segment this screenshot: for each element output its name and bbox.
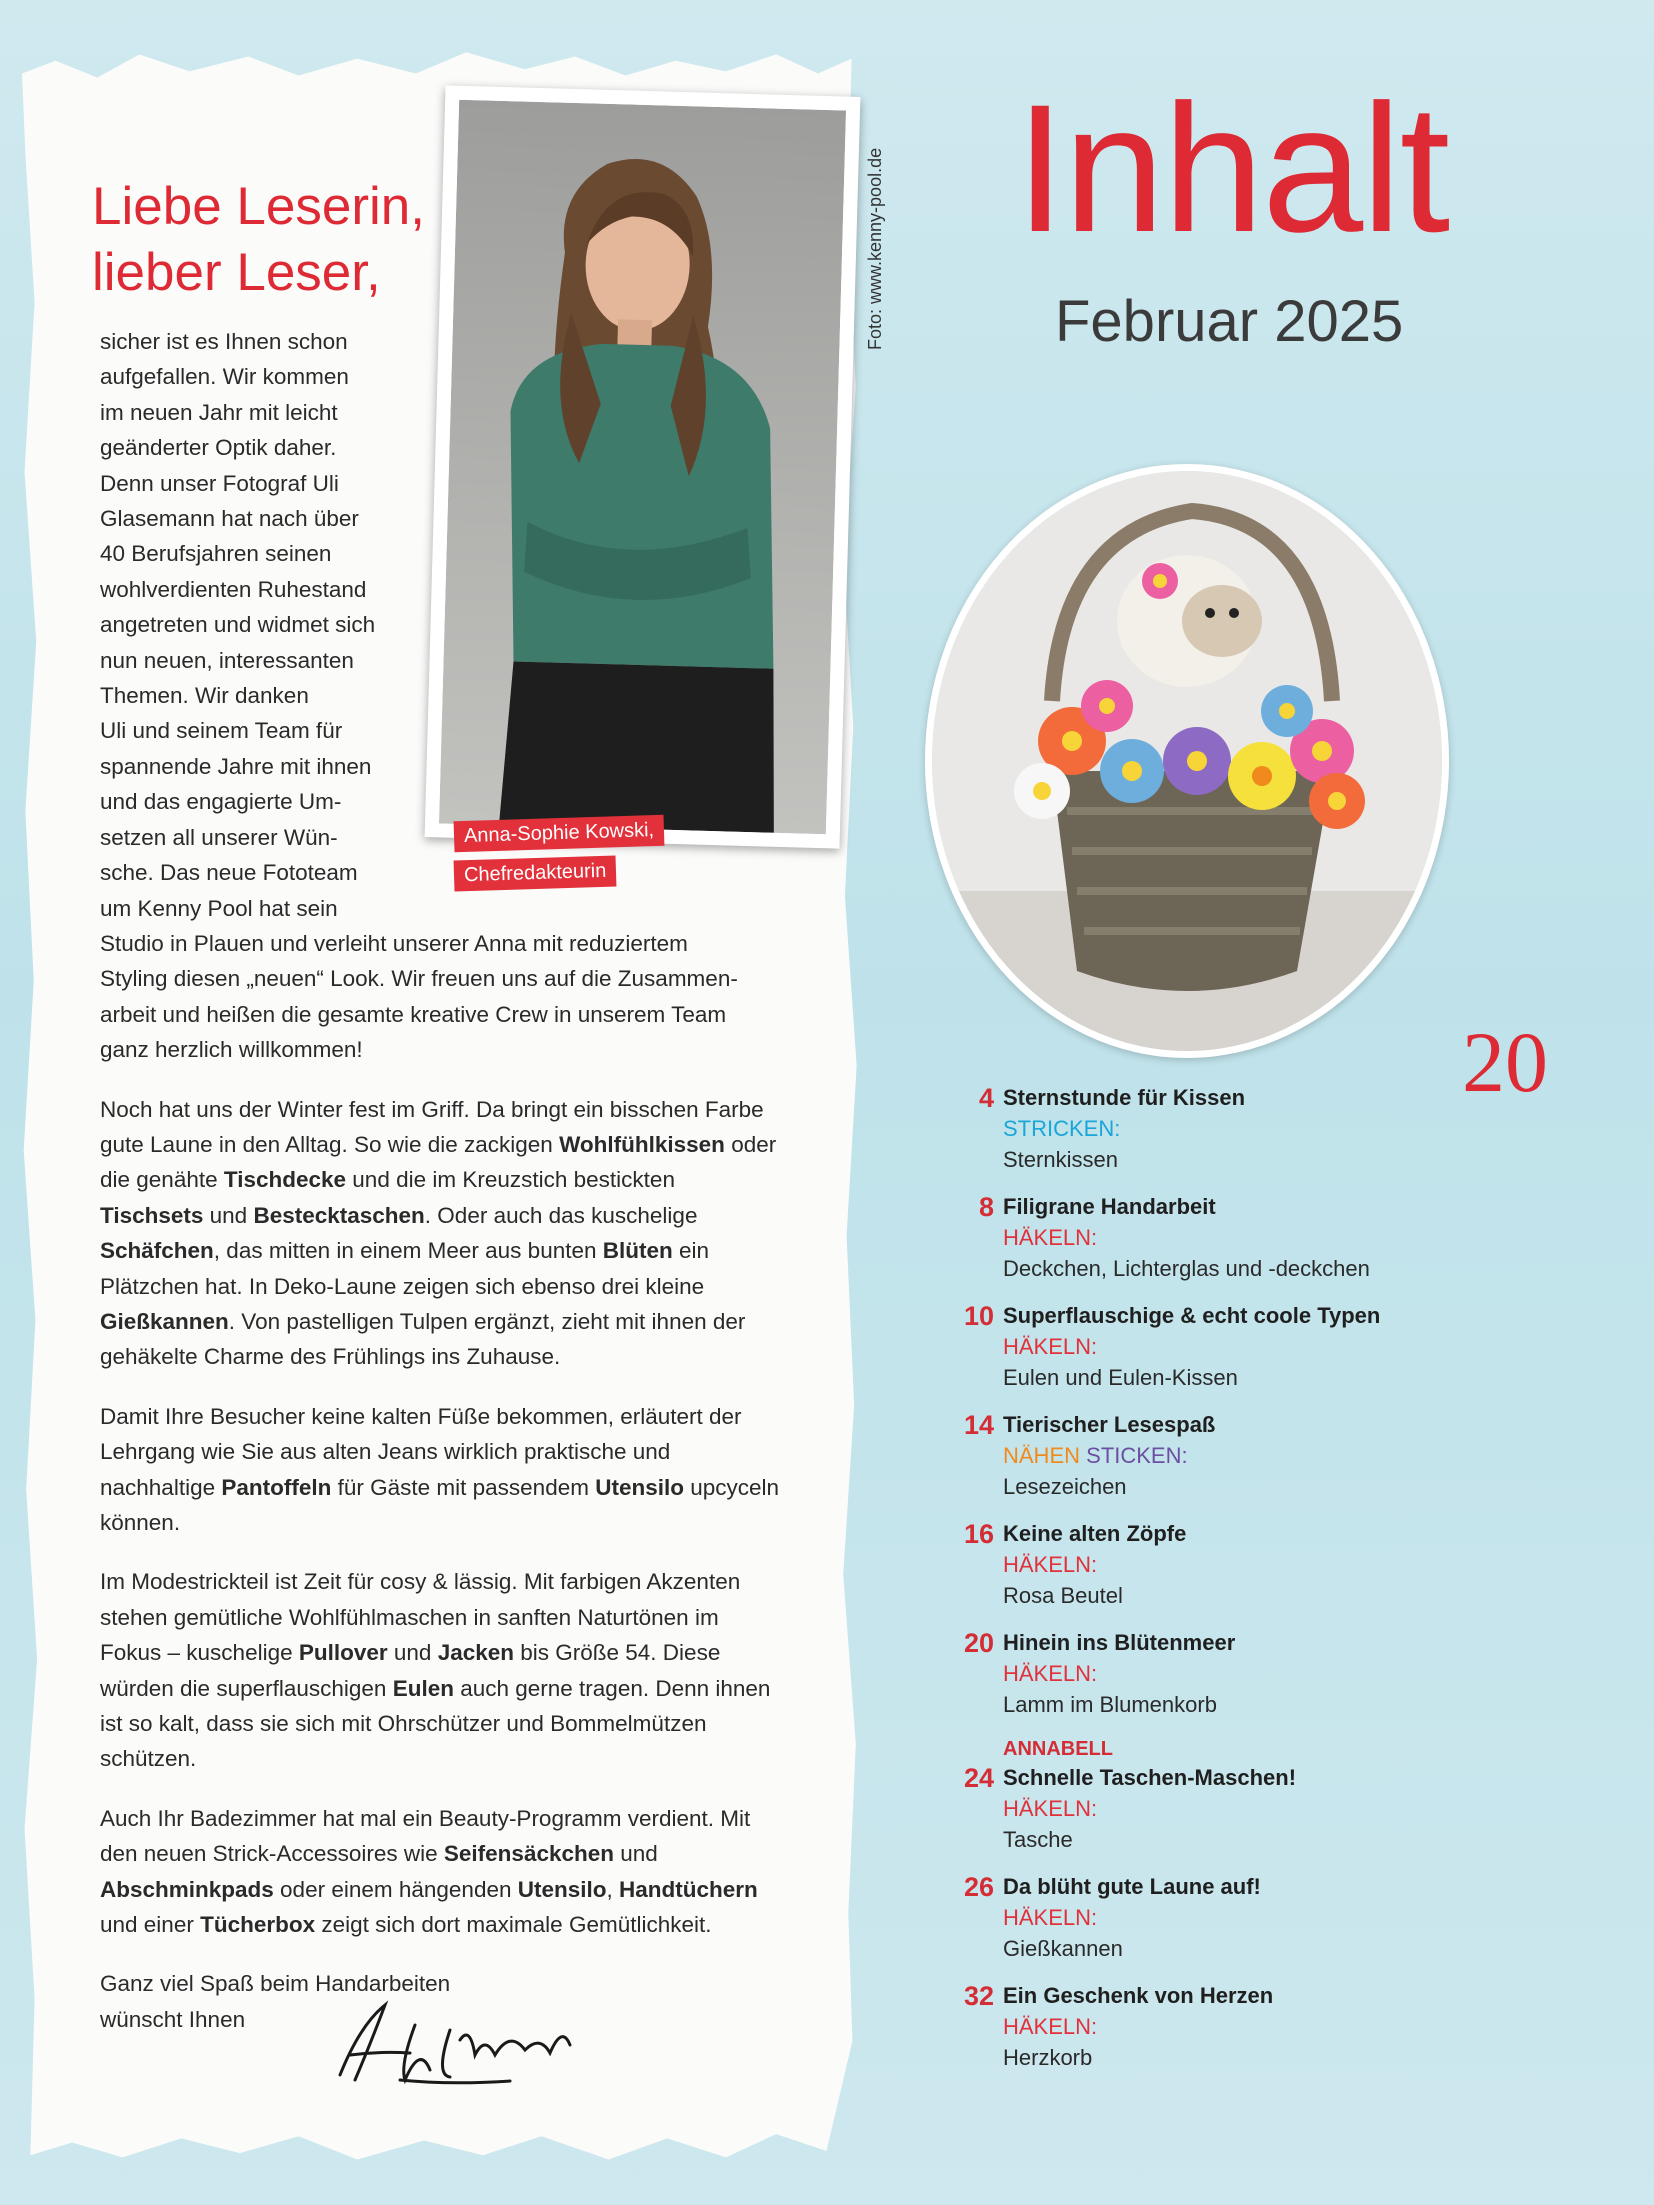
letter-line: im neuen Jahr mit leicht [100, 399, 338, 425]
letter-line: um Kenny Pool hat sein [100, 895, 338, 921]
toc-title: Da blüht gute Laune auf! [1003, 1874, 1261, 1899]
toc-description: Tasche [1003, 1827, 1073, 1852]
toc-title: Filigrane Handarbeit [1003, 1194, 1216, 1219]
letter-line: angetreten und widmet sich [100, 612, 376, 638]
letter-line: und das engagierte Um- [100, 789, 342, 815]
toc-title: Schnelle Taschen-Maschen! [1003, 1765, 1297, 1790]
letter-line: ganz herzlich willkommen! [100, 1037, 363, 1063]
toc-title: Ein Geschenk von Herzen [1003, 1983, 1274, 2008]
toc-page-number: 32 [963, 1981, 994, 2011]
photo-caption-role: Chefredakteurin [454, 855, 617, 891]
toc-category: HÄKELN: [1003, 1796, 1098, 1821]
toc-description: Rosa Beutel [1003, 1583, 1123, 1608]
greeting-line: lieber Leser, [92, 243, 381, 302]
letter-line: aufgefallen. Wir kommen [100, 364, 349, 390]
toc-page-number: 14 [963, 1410, 994, 1440]
toc-category: NÄHEN [1003, 1443, 1081, 1468]
toc-title: Hinein ins Blütenmeer [1003, 1630, 1236, 1655]
toc-title: Sternstunde für Kissen [1003, 1085, 1246, 1110]
letter-line: geänderter Optik daher. [100, 435, 337, 461]
letter-paragraph-intro [100, 324, 780, 1068]
toc-category: STRICKEN: [1003, 1116, 1121, 1141]
toc-category: HÄKELN: [1003, 1552, 1098, 1577]
editor-signature [300, 1985, 620, 2095]
toc-page-number: 8 [978, 1192, 994, 1222]
toc-brand-label: ANNABELL [1003, 1738, 1113, 1760]
toc-description: Herzkorb [1003, 2045, 1093, 2070]
toc-page-number: 20 [963, 1628, 994, 1658]
letter-line: Themen. Wir danken [100, 683, 309, 709]
letter-paragraph-fashion: Im Modestrickteil ist Zeit für cosy & lässig. Mit farbigen Akzenten stehen gemütliche Wohlfühlmaschen in sanften Naturtönen im Fokus – kuschelige Pullover und Jacken bis Größe 54. Diese würden die superflauschigen Eulen auch gerne tragen. Denn ihnen ist so kalt, dass sie sich mit Ohrschützer und Bommelmützen schützen. [100, 1569, 771, 1772]
letter-line: Styling diesen „neuen“ Look. Wir freuen uns auf die Zusammen- [100, 966, 738, 992]
letter-paragraph-slippers: Damit Ihre Besucher keine kalten Füße bekommen, erläutert der Lehrgang wie Sie aus alten Jeans wirklich praktische und nachhaltige Pantoffeln für Gäste mit passendem Utensilo upcyceln können. [100, 1403, 780, 1535]
letter-line: Studio in Plauen und verleiht unserer Anna mit reduziertem [100, 930, 688, 956]
toc-entry[interactable] [950, 1300, 1510, 1393]
issue-date: Februar 2025 [1055, 289, 1404, 354]
toc-category: STICKEN: [1086, 1443, 1188, 1468]
toc-description: Lesezeichen [1003, 1474, 1127, 1499]
editorial-letter [100, 324, 780, 2061]
page-title: Inhalt [1015, 66, 1449, 270]
toc-category: HÄKELN: [1003, 1905, 1098, 1930]
toc-entry[interactable] [950, 1518, 1510, 1611]
letter-line: 40 Berufsjahren seinen [100, 541, 332, 567]
toc-title: Superflauschige & echt coole Typen [1003, 1303, 1381, 1328]
toc-description: Gießkannen [1003, 1936, 1123, 1961]
photo-credit: Foto: www.kenny-pool.de [865, 147, 885, 350]
toc-entry[interactable] [950, 1871, 1510, 1964]
toc-category-line [1003, 1441, 1510, 1471]
toc-category: HÄKELN: [1003, 1225, 1098, 1250]
letter-line: spannende Jahre mit ihnen [100, 753, 372, 779]
toc-page-number: 16 [963, 1519, 994, 1549]
letter-line: arbeit und heißen die gesamte kreative Crew in unserem Team [100, 1001, 727, 1027]
toc-entry[interactable] [950, 1082, 1510, 1175]
toc-page-number: 24 [963, 1763, 994, 1793]
letter-line: nun neuen, interessanten [100, 647, 354, 673]
toc-page-number: 4 [978, 1083, 994, 1113]
greeting-heading [92, 174, 425, 306]
feature-image-lamb-basket [925, 464, 1449, 1058]
table-of-contents [950, 1082, 1510, 2089]
toc-category: HÄKELN: [1003, 1334, 1098, 1359]
letter-line: sicher ist es Ihnen schon [100, 329, 348, 354]
letter-line: setzen all unserer Wün- [100, 824, 338, 850]
letter-paragraph-winter: Noch hat uns der Winter fest im Griff. Da bringt ein bisschen Farbe gute Laune in den Alltag. So wie die zackigen Wohlfühlkissen oder die genähte Tischdecke und die im Kreuzstich bestickten Tischsets und Bestecktaschen. Oder auch das kuschelige Schäfchen, das mitten in einem Meer aus bunten Blüten ein Plätzchen hat. In Deko-Laune zeigen sich ebenso drei kleine Gießkannen. Von pastelligen Tulpen ergänzt, zieht mit ihnen der gehäkelte Charme des Frühlings ins Zuhause. [100, 1096, 777, 1370]
toc-category: HÄKELN: [1003, 2014, 1098, 2039]
letter-line: sche. Das neue Fototeam [100, 860, 358, 886]
toc-title: Tierischer Lesespaß [1003, 1412, 1216, 1437]
toc-page-number: 26 [963, 1872, 994, 1902]
toc-page-number: 10 [963, 1301, 994, 1331]
toc-title: Keine alten Zöpfe [1003, 1521, 1187, 1546]
toc-description: Lamm im Blumenkorb [1003, 1692, 1217, 1717]
toc-description: Deckchen, Lichterglas und -deckchen [1003, 1256, 1370, 1281]
letter-line: Denn unser Fotograf Uli [100, 470, 339, 496]
letter-line: Uli und seinem Team für [100, 718, 343, 744]
toc-entry[interactable] [950, 1409, 1510, 1502]
toc-entry[interactable] [950, 1980, 1510, 2073]
feature-page-number: 20 [1462, 1014, 1548, 1110]
toc-description: Eulen und Eulen-Kissen [1003, 1365, 1238, 1390]
greeting-line: Liebe Leserin, [92, 177, 425, 236]
letter-closing: Ganz viel Spaß beim Handarbeiten wünscht Ihnen [100, 1971, 451, 2032]
toc-entry[interactable] [950, 1736, 1510, 1855]
toc-category: HÄKELN: [1003, 1661, 1098, 1686]
toc-entry[interactable] [950, 1191, 1510, 1284]
toc-description: Sternkissen [1003, 1147, 1118, 1172]
letter-line: Glasemann hat nach über [100, 506, 359, 532]
letter-paragraph-bathroom: Auch Ihr Badezimmer hat mal ein Beauty-Programm verdient. Mit den neuen Strick-Accessoires wie Seifensäckchen und Abschminkpads oder einem hängenden Utensilo, Handtüchern und einer Tücherbox zeigt sich dort maximale Gemütlichkeit. [100, 1805, 758, 1938]
photo-caption-name: Anna-Sophie Kowski, [454, 815, 665, 853]
toc-entry[interactable] [950, 1627, 1510, 1720]
letter-line: wohlverdienten Ruhestand [100, 576, 367, 602]
